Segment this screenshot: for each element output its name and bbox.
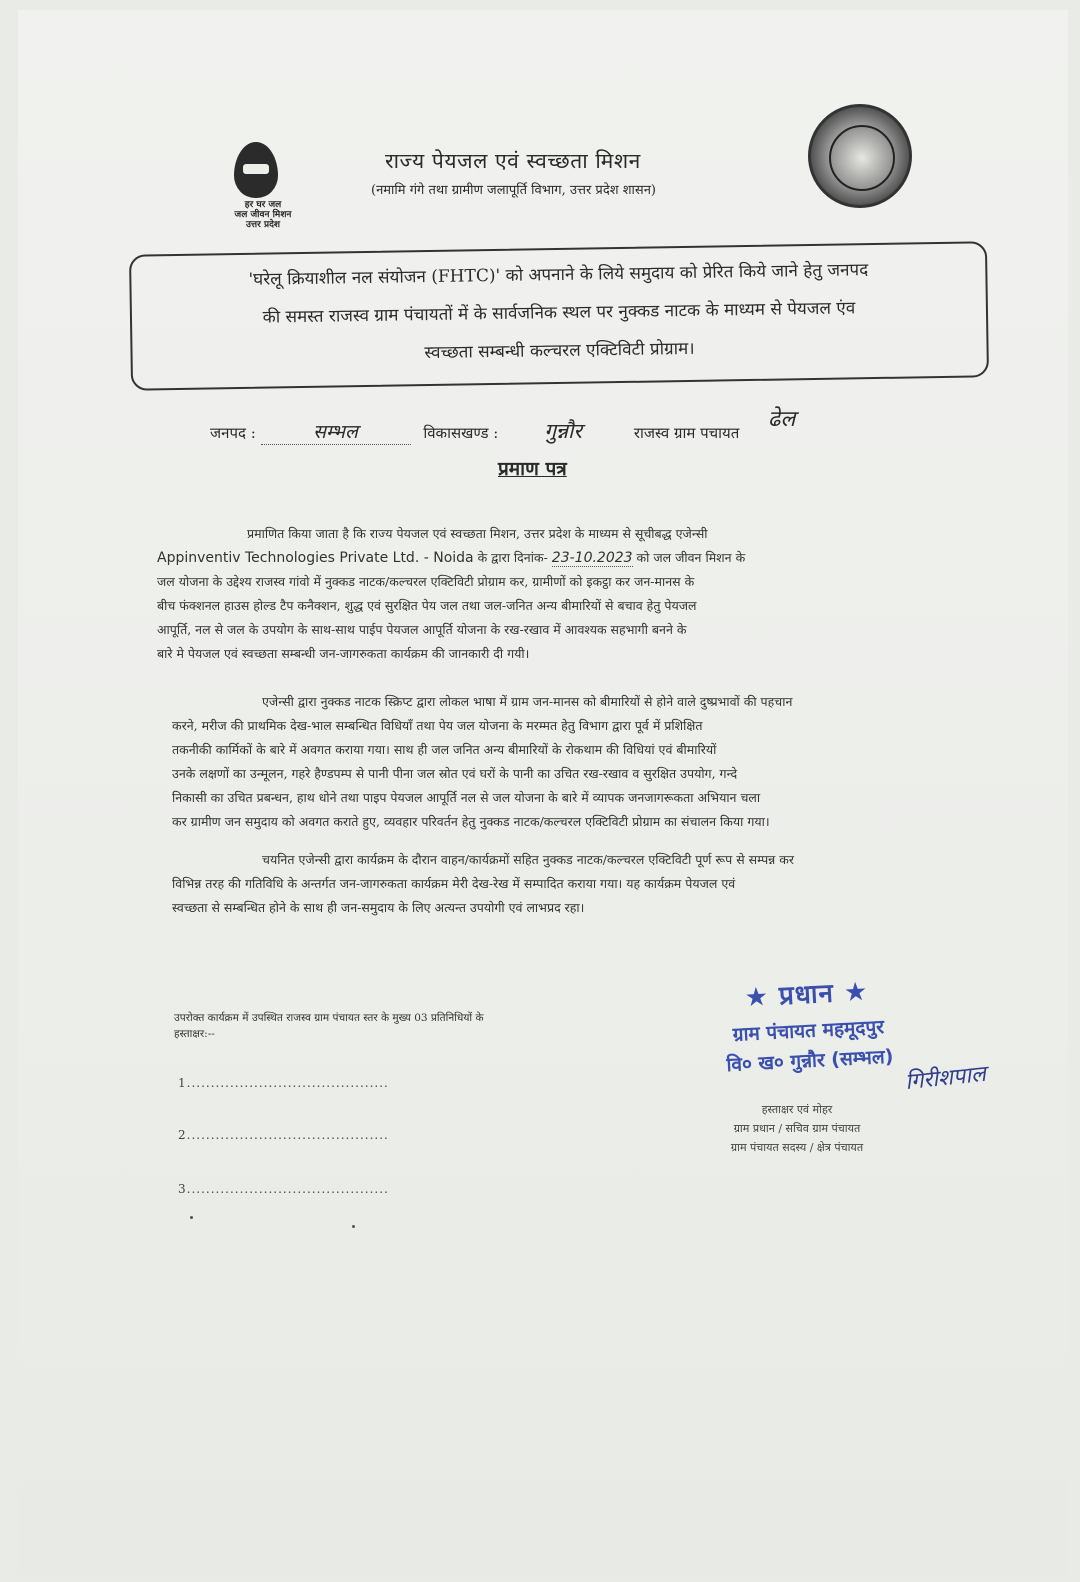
- p2-line-1: एजेन्सी द्वारा नुक्कड नाटक स्क्रिप्ट द्वारा लोकल भाषा में ग्राम जन-मानस को बीमारियों से होने वाले दुष्प्रभावों की पहचान: [262, 694, 793, 709]
- certificate-title: प्रमाण पत्र: [498, 458, 567, 480]
- caption-line-3: ग्राम पंचायत सदस्य / क्षेत्र पंचायत: [730, 1141, 864, 1154]
- p1-line-2: [157, 546, 975, 570]
- stamp-line-3: वि० ख० गुन्नौर (सम्भल): [725, 1045, 894, 1077]
- handwritten-signature: गिरीशपाल: [904, 1061, 988, 1096]
- paragraph-2: [172, 690, 990, 834]
- signature-line-2: 2..........................................: [178, 1128, 389, 1142]
- stamp-line-2: ग्राम पंचायत महमूदपुर: [732, 1016, 885, 1046]
- panchayat-label: राजस्व ग्राम पचायत: [633, 424, 740, 442]
- caption-line-1: हस्ताक्षर एवं मोहर: [761, 1103, 833, 1116]
- signature-line-3: 3..........................................: [178, 1182, 389, 1196]
- janpad-label: जनपद :: [210, 424, 256, 442]
- p3-line-3: स्वच्छता से सम्बन्धित होने के साथ ही जन-समुदाय के लिए अत्यन्त उपयोगी एवं लाभप्रद रहा।: [172, 900, 585, 915]
- header-subtitle: (नमामि गंगे तथा ग्रामीण जलापूर्ति विभाग, उत्तर प्रदेश शासन): [371, 183, 656, 198]
- stamp-line-1: ★ प्रधान ★: [743, 976, 870, 1014]
- logo-text-3: उत्तर प्रदेश: [246, 220, 280, 230]
- p3-line-1: चयनित एजेन्सी द्वारा कार्यक्रम के दौरान वाहन/कार्यक्रमों सहित नुक्कड नाटक/कल्चरल एक्टिविटी पूर्ण रूप से सम्पन्न कर: [262, 852, 794, 867]
- program-date: 23-10.2023: [551, 550, 633, 566]
- p1-line-1: प्रमाणित किया जाता है कि राज्य पेयजल एवं स्वच्छता मिशन, उत्तर प्रदेश के माध्यम से सूचीबद्ध एजेन्सी: [247, 526, 708, 541]
- p2-line-4: उनके लक्षणों का उन्मूलन, गहरे हैण्डपम्प से पानी पीना जल स्रोत एवं घरों के पानी का उचित रख-रखाव व सुरक्षित उपयोग, गन्दे: [172, 766, 738, 781]
- signature-line-1: 1..........................................: [178, 1076, 389, 1090]
- p1-line-5: आपूर्ति, नल से जल के उपयोग के साथ-साथ पाईप पेयजल आपूर्ति योजना के रख-रखाव में आवश्यक सहभागी बनने के: [157, 622, 687, 637]
- ink-speck: [352, 1225, 355, 1228]
- vikaskhand-label: विकासखण्ड :: [423, 424, 499, 442]
- attendee-signature-note: [174, 1010, 634, 1042]
- caption-line-2: ग्राम प्रधान / सचिव ग्राम पंचायत: [733, 1122, 861, 1135]
- panchayat-value: ढेल: [768, 407, 796, 432]
- location-fields: [210, 407, 796, 445]
- p1-line-2-end: को जल जीवन मिशन के: [636, 550, 746, 565]
- p1-line-6: बारे मे पेयजल एवं स्वच्छता सम्बन्धी जन-जागरुकता कार्यक्रम की जानकारी दी गयी।: [157, 646, 530, 661]
- p2-line-6: कर ग्रामीण जन समुदाय को अवगत कराते हुए, व्यवहार परिवर्तन हेतु नुक्कड नाटक/कल्चरल एक्टिविटी प्रोग्राम का संचालन किया गया।: [172, 814, 770, 829]
- logo-text-1: हर घर जल: [244, 200, 282, 210]
- p2-line-5: निकासी का उचित प्रबन्धन, हाथ धोने तथा पाइप पेयजल आपूर्ति नल से जल योजना के बारे में व्यापक जनजागरूकता अभियान चला: [172, 790, 761, 805]
- program-title-box: [129, 241, 989, 390]
- har-ghar-jal-logo: [218, 142, 308, 242]
- p1-line-2-mid: के द्वारा दिनांक-: [477, 550, 548, 565]
- header-title: राज्य पेयजल एवं स्वच्छता मिशन: [385, 149, 641, 173]
- p2-line-3: तकनीकी कार्मिकों के बारे में अवगत कराया गया। साथ ही जल जनित अन्य बीमारियों के रोकथाम की विधियां एवं बीमारियों: [172, 742, 717, 757]
- janpad-value: सम्भल: [313, 421, 358, 443]
- banner-line-3: स्वच्छता सम्बन्धी कल्चरल एक्टिविटी प्रोग्राम।: [424, 338, 695, 364]
- agency-name: Appinventiv Technologies Private Ltd. - Noida: [157, 550, 474, 566]
- note-line-1: उपरोक्त कार्यक्रम में उपस्थित राजस्व ग्राम पंचायत स्तर के मुख्य 03 प्रतिनिधियों के: [174, 1012, 484, 1024]
- p1-line-4: बीच फंक्शनल हाउस होल्ड टैप कनैक्शन, शुद्ध एवं सुरक्षित पेय जल तथा जल-जनित अन्य बीमारियों से बचाव हेतु पेयजल: [157, 598, 697, 613]
- signatory-caption: [692, 1100, 902, 1157]
- p3-line-2: विभिन्न तरह की गतिविधि के अन्तर्गत जन-जागरुकता कार्यक्रम मेरी देख-रेख में सम्पादित कराया गया। यह कार्यक्रम पेयजल एवं: [172, 876, 736, 891]
- banner-line-1: 'घरेलू क्रियाशील नल संयोजन (FHTC)' को अपनाने के लिये समुदाय को प्रेरित किये जाने हेतु जनपद: [248, 260, 869, 290]
- p1-line-3: जल योजना के उद्देश्य राजस्व गांवो में नुक्कड नाटक/कल्चरल एक्टिविटी प्रोग्राम कर, ग्रामीणों को इकट्ठा कर जन-मानस के: [157, 574, 695, 589]
- paragraph-1: [157, 522, 975, 666]
- ink-speck: [190, 1216, 193, 1219]
- paragraph-3: [172, 848, 990, 920]
- pradhan-stamp: [676, 968, 941, 1079]
- up-government-seal-icon: [808, 104, 912, 208]
- logo-text-2: जल जीवन मिशन: [234, 210, 292, 220]
- p2-line-2: करने, मरीज की प्राथमिक देख-भाल सम्बन्धित विधियाँ तथा पेय जल योजना के मरम्मत हेतु विभाग द्वारा पूर्व में प्रशिक्षित: [172, 718, 703, 733]
- water-drop-icon: [234, 142, 278, 198]
- banner-line-2: की समस्त राजस्व ग्राम पंचायतों में के सार्वजनिक स्थल पर नुक्कड नाटक के माध्यम से पेयजल एंव: [262, 298, 856, 328]
- note-line-2: हस्ताक्षर:--: [174, 1028, 215, 1040]
- vikaskhand-value: गुन्नौर: [544, 419, 583, 443]
